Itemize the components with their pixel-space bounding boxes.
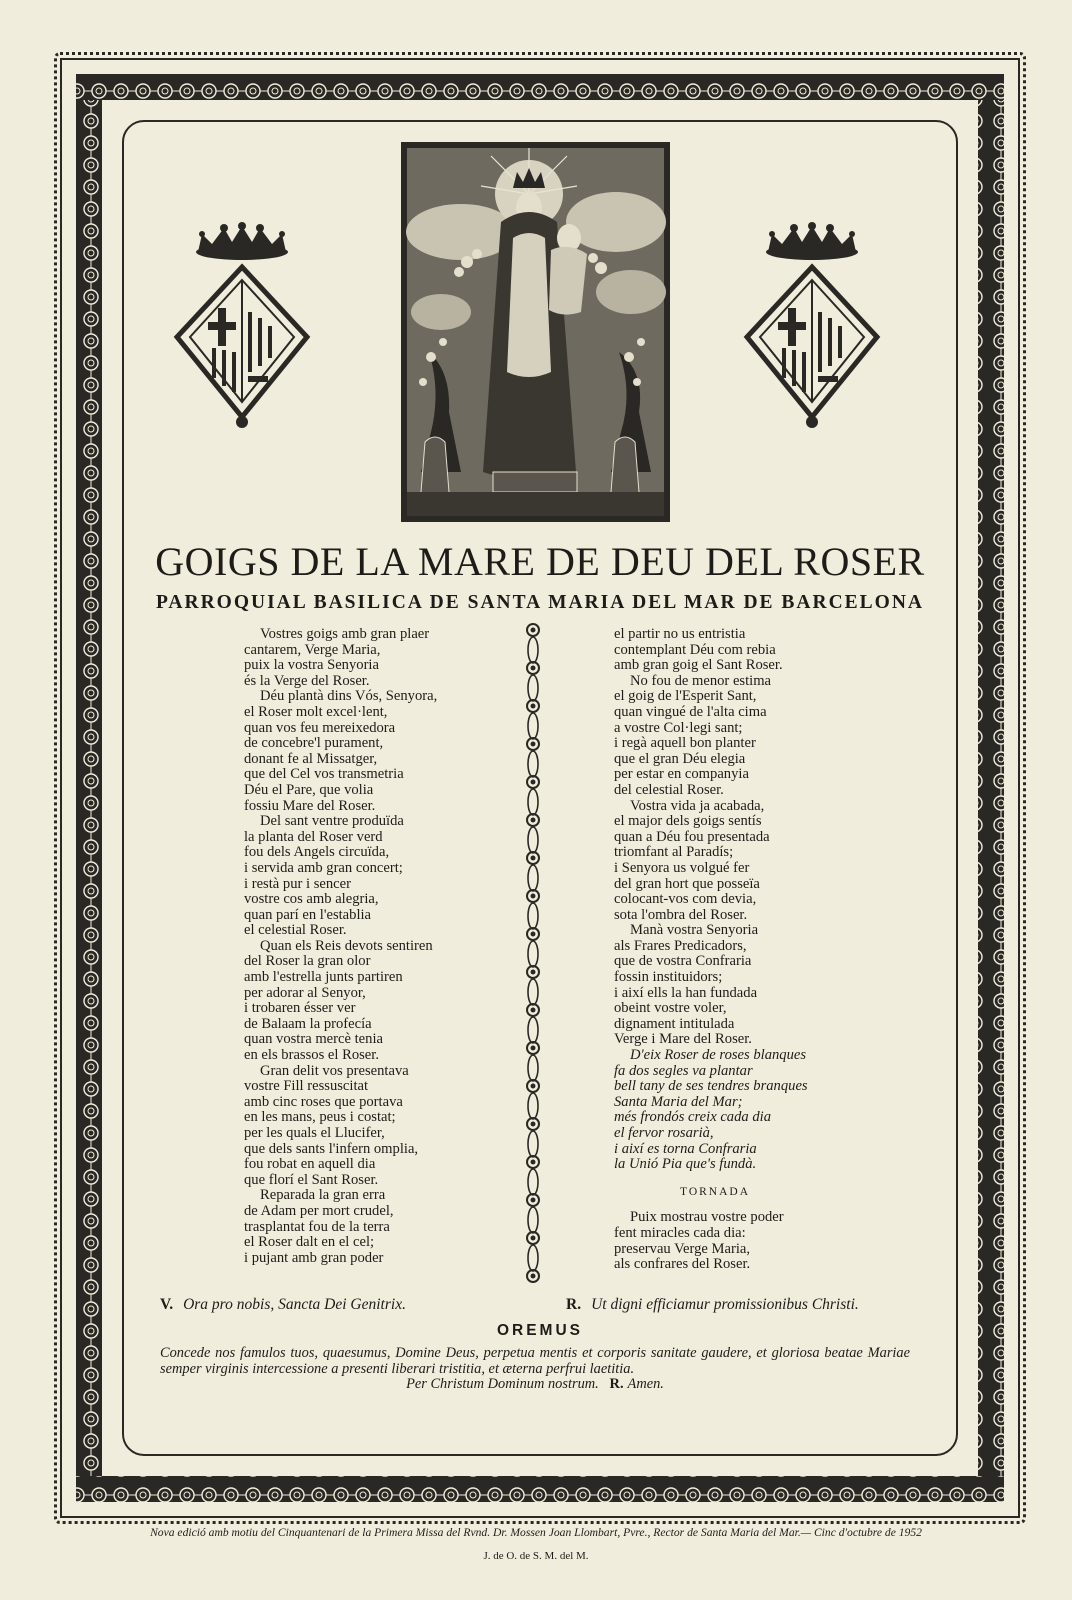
- verse-line: i restà pur i sencer: [244, 875, 351, 892]
- stanza: [244, 1064, 514, 1189]
- verse-line: D'eix Roser de roses blanques: [630, 1047, 807, 1064]
- verse-line: en els brassos el Roser.: [244, 1047, 379, 1064]
- stanza: [614, 923, 904, 1048]
- edition-note: Nova edició amb motiu del Cinquantenari de la Primera Missa del Rvnd. Dr. Mossen Joan Llombart, Pvre., Rector de Santa Maria del Mar.— Cinc d'octubre de 1952: [150, 1526, 922, 1539]
- stanza: [614, 674, 904, 799]
- response: [566, 1296, 859, 1314]
- page-title: GOIGS DE LA MARE DE DEU DEL ROSER: [155, 539, 925, 584]
- verse-line: i Senyora us volgué fer: [614, 859, 750, 876]
- verse-line: triomfant al Paradís;: [614, 844, 734, 861]
- verse-line: Manà vostra Senyoria: [630, 922, 759, 939]
- prayer-text: Concede nos famulos tuos, quaesumus, Domine Deus, perpetua mentis et corporis sanitate gaudere, et gloriosa beatae Mariae semper virginis intercessione a presenti liberari tristitia, et æterna perfrui laetitia.: [160, 1345, 910, 1377]
- verse-line: donant fe al Missatger,: [244, 750, 378, 767]
- verse-line: que de vostra Confraria: [614, 953, 752, 970]
- verse-line: amb l'estrella junts partiren: [244, 969, 403, 986]
- verse-line: quan vostra mercè tenia: [244, 1031, 383, 1048]
- verse-line: Vostres goigs amb gran plaer: [260, 626, 430, 642]
- stanza: [614, 799, 904, 924]
- verse-line: i regà aquell bon planter: [614, 735, 756, 752]
- verse-line: Quan els Reis devots sentiren: [260, 937, 433, 954]
- verse-line: bell tany de ses tendres branques: [614, 1078, 808, 1095]
- verse-line: fossiu Mare del Roser.: [244, 797, 376, 814]
- verse-line: contemplant Déu com rebia: [614, 641, 776, 658]
- verse-line: Déu el Pare, que volia: [244, 781, 374, 798]
- stanza: [614, 1048, 904, 1173]
- verse-line: el goig de l'Esperit Sant,: [614, 688, 757, 705]
- verse-line: del Roser la gran olor: [244, 953, 371, 970]
- verse-line: quan vos feu mereixedora: [244, 719, 396, 736]
- verse-line: és la Verge del Roser.: [244, 672, 370, 689]
- versicle-text: Ora pro nobis, Sancta Dei Genitrix.: [183, 1296, 406, 1313]
- verse-line: Del sant ventre produïda: [260, 813, 404, 830]
- verse-line: del celestial Roser.: [614, 781, 724, 798]
- virgin-and-child-engraving: [401, 142, 670, 522]
- verse-line: vostre Fill ressuscitat: [244, 1078, 369, 1095]
- versicle: [160, 1296, 406, 1314]
- verses-right-column: [614, 627, 904, 1273]
- verse-line: als confrares del Roser.: [614, 1256, 751, 1273]
- verse-line: de concebre'l purament,: [244, 735, 384, 752]
- verse-line: fent miracles cada dia:: [614, 1224, 746, 1241]
- verse-line: amb gran goig el Sant Roser.: [614, 657, 783, 674]
- verse-line: quan parí en l'establia: [244, 906, 372, 923]
- verse-line: dignament intitulada: [614, 1015, 735, 1032]
- verse-line: i servida amb gran concert;: [244, 859, 403, 876]
- verse-line: preservau Verge Maria,: [614, 1240, 751, 1257]
- verse-line: vostre cos amb alegria,: [244, 891, 379, 908]
- verse-line: i trobaren ésser ver: [244, 1000, 356, 1017]
- verse-line: trasplantat fou de la terra: [244, 1218, 390, 1235]
- verse-line: Vostra vida ja acabada,: [630, 797, 765, 814]
- verse-line: el partir no us entristia: [614, 626, 746, 642]
- verse-line: el fervor rosarià,: [614, 1125, 714, 1141]
- verse-line: fossin instituidors;: [614, 969, 723, 986]
- verse-line: el celestial Roser.: [244, 922, 347, 939]
- verse-line: fou dels Angels circuïda,: [244, 844, 390, 861]
- verse-line: cantarem, Verge Maria,: [244, 641, 381, 658]
- verse-line: que dels sants l'infern omplia,: [244, 1140, 419, 1157]
- prayer-closing: [160, 1377, 910, 1393]
- versicle-symbol: V.: [160, 1296, 174, 1313]
- verse-line: a vostre Col·legi sant;: [614, 719, 743, 736]
- verse-line: de Balaam la profecía: [244, 1015, 372, 1032]
- verse-line: No fou de menor estima: [630, 672, 772, 689]
- verse-line: per adorar al Senyor,: [244, 984, 366, 1001]
- verse-line: sota l'ombra del Roser.: [614, 906, 748, 923]
- stanza: [614, 1210, 904, 1272]
- verse-line: la Unió Pia que's fundà.: [614, 1156, 757, 1173]
- page-subtitle: PARROQUIAL BASILICA DE SANTA MARIA DEL MAR DE BARCELONA: [155, 592, 925, 613]
- verse-line: fa dos segles va plantar: [614, 1062, 753, 1079]
- stanza: [244, 627, 514, 689]
- tornada-heading: TORNADA: [680, 1185, 751, 1198]
- stanza: [244, 689, 514, 814]
- verse-line: que el gran Déu elegia: [614, 750, 746, 767]
- stanza: [244, 939, 514, 1064]
- verses-left-column: [244, 627, 514, 1266]
- response-text: Ut digni efficiamur promissionibus Christi.: [591, 1296, 859, 1313]
- barcelona-coat-of-arms-icon: [742, 222, 882, 432]
- response-symbol: R.: [566, 1296, 582, 1313]
- verse-line: als Frares Predicadors,: [614, 937, 747, 954]
- verse-line: Santa Maria del Mar;: [614, 1093, 743, 1110]
- verse-line: del gran hort que posseïa: [614, 875, 760, 892]
- verse-line: quan vingué de l'alta cima: [614, 703, 767, 720]
- rose-chain-divider: [520, 622, 546, 1287]
- verse-line: amb cinc roses que portava: [244, 1093, 403, 1110]
- verse-line: que florí el Sant Roser.: [244, 1171, 379, 1188]
- verse-line: obeint vostre voler,: [614, 1000, 727, 1017]
- verse-line: el major dels goigs sentís: [614, 813, 762, 830]
- amen-symbol: R.: [609, 1376, 624, 1393]
- verse-line: Déu plantà dins Vós, Senyora,: [260, 688, 438, 705]
- verse-line: puix la vostra Senyoria: [244, 657, 379, 674]
- verse-line: la planta del Roser verd: [244, 828, 383, 845]
- oremus-heading: OREMUS: [496, 1322, 584, 1339]
- verse-line: i pujant amb gran poder: [244, 1249, 384, 1266]
- barcelona-coat-of-arms-icon: [172, 222, 312, 432]
- verse-line: i així ells la han fundada: [614, 984, 758, 1001]
- verse-line: el Roser dalt en el cel;: [244, 1234, 375, 1251]
- stanza: [614, 627, 904, 674]
- verse-line: el Roser molt excel·lent,: [244, 703, 388, 720]
- amen-text: Amen.: [627, 1376, 664, 1393]
- verse-line: de Adam per mort crudel,: [244, 1202, 394, 1219]
- verse-line: Gran delit vos presentava: [260, 1062, 409, 1079]
- verse-line: en les mans, peus i costat;: [244, 1109, 396, 1126]
- verse-line: més frondós creix cada dia: [614, 1109, 771, 1126]
- stanza: [244, 1188, 514, 1266]
- stanza: [244, 814, 514, 939]
- verse-line: que del Cel vos transmetria: [244, 766, 404, 783]
- verse-line: per estar en companyia: [614, 766, 749, 783]
- printer-mark: J. de O. de S. M. del M.: [483, 1550, 589, 1562]
- prayer: [160, 1346, 910, 1393]
- verse-line: Verge i Mare del Roser.: [614, 1031, 752, 1048]
- prayer-end: Per Christum Dominum nostrum.: [406, 1376, 599, 1393]
- verse-line: Reparada la gran erra: [260, 1187, 386, 1204]
- verse-line: Puix mostrau vostre poder: [630, 1209, 784, 1226]
- verse-line: per les quals el Llucifer,: [244, 1125, 385, 1141]
- verse-line: fou robat en aquell dia: [244, 1156, 376, 1173]
- verse-line: i així es torna Confraria: [614, 1140, 757, 1157]
- verse-line: colocant-vos com devia,: [614, 891, 757, 908]
- verse-line: quan a Déu fou presentada: [614, 828, 770, 845]
